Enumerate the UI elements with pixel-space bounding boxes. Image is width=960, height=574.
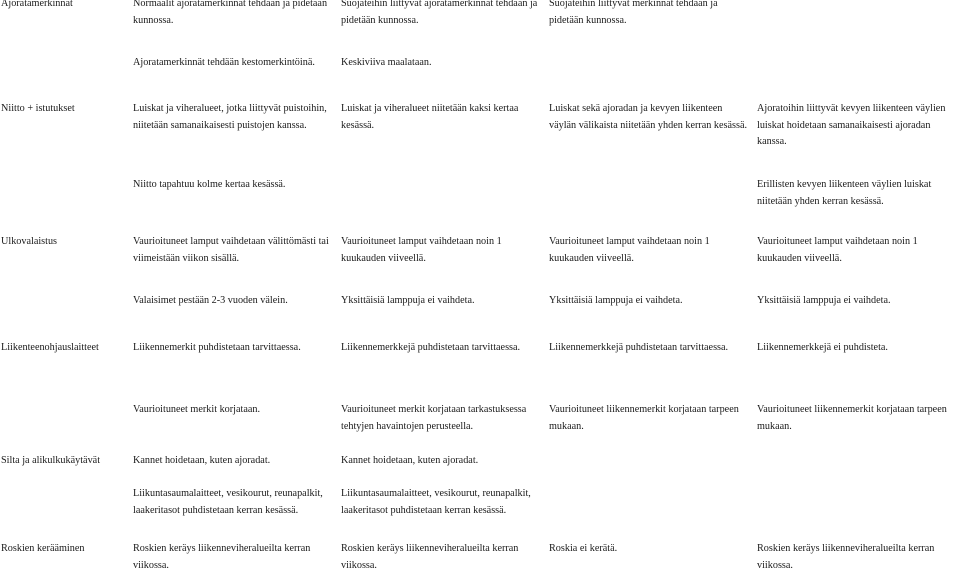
row-label-ajoratamerkinnat: Ajoratamerkinnät bbox=[1, 0, 73, 9]
note-r1-c1: Ajoratamerkinnät tehdään kestomerkintöinä. bbox=[133, 57, 315, 68]
cell-r4-c4: Liikennemerkkejä ei puhdisteta. bbox=[757, 342, 888, 353]
cell-r6-c3: Roskia ei kerätä. bbox=[549, 543, 618, 554]
note-r2-c4: Erillisten kevyen liikenteen väylien luiskat niitetään yhden kerran kesässä. bbox=[757, 179, 932, 207]
cell-r3-c4: Vaurioituneet lamput vaihdetaan noin 1 kuukauden viiveellä. bbox=[757, 236, 918, 264]
note-r4-c4: Vaurioituneet liikennemerkit korjataan tarpeen mukaan. bbox=[757, 404, 947, 432]
row-label-roskien-keraaminen: Roskien kerääminen bbox=[1, 543, 85, 554]
cell-r2-c4: Ajoratoihin liittyvät kevyen liikenteen väylien luiskat hoidetaan samanaikaisesti ajoradan kanssa. bbox=[757, 103, 946, 147]
row-label-ulkovalaistus: Ulkovalaistus bbox=[1, 236, 58, 247]
note-r1-c2: Keskiviiva maalataan. bbox=[341, 57, 432, 68]
cell-r4-c1: Liikennemerkit puhdistetaan tarvittaessa. bbox=[133, 342, 301, 353]
note-r2-c1: Niitto tapahtuu kolme kertaa kesässä. bbox=[133, 179, 286, 190]
note-r4-c3: Vaurioituneet liikennemerkit korjataan tarpeen mukaan. bbox=[549, 404, 739, 432]
cell-r2-c2: Luiskat ja viheralueet niitetään kaksi kertaa kesässä. bbox=[341, 103, 519, 131]
note-r5-c1: Liikuntasaumalaitteet, vesikourut, reunapalkit, laakeritasot puhdistetaan kerran kesässä. bbox=[133, 488, 323, 516]
cell-r6-c4: Roskien keräys liikenneviheralueilta kerran viikossa. bbox=[757, 543, 935, 571]
note-r3-c2: Yksittäisiä lamppuja ei vaihdeta. bbox=[341, 295, 475, 306]
row-label-silta: Silta ja alikulkukäytävät bbox=[1, 455, 101, 466]
note-r4-c2: Vaurioituneet merkit korjataan tarkastuksessa tehtyjen havaintojen perusteella. bbox=[341, 404, 527, 432]
cell-r5-c2: Kannet hoidetaan, kuten ajoradat. bbox=[341, 455, 479, 466]
cell-r6-c2: Roskien keräys liikenneviheralueilta kerran viikossa. bbox=[341, 543, 519, 571]
cell-r6-c1: Roskien keräys liikenneviheralueilta kerran viikossa. bbox=[133, 543, 311, 571]
note-r4-c1: Vaurioituneet merkit korjataan. bbox=[133, 404, 261, 415]
cell-r4-c3: Liikennemerkkejä puhdistetaan tarvittaessa. bbox=[549, 342, 729, 353]
cell-r5-c1: Kannet hoidetaan, kuten ajoradat. bbox=[133, 455, 271, 466]
cell-r1-c1: Normaalit ajoratamerkinnät tehdään ja pidetään kunnossa. bbox=[133, 0, 328, 26]
cell-r3-c1: Vaurioituneet lamput vaihdetaan välittömästi tai viimeistään viikon sisällä. bbox=[133, 236, 329, 264]
cell-r1-c3: Suojateihin liittyvät merkinnät tehdään ja pidetään kunnossa. bbox=[549, 0, 718, 26]
cell-r1-c2: Suojateihin liittyvät ajoratamerkinnät tehdään ja pidetään kunnossa. bbox=[341, 0, 538, 26]
cell-r3-c2: Vaurioituneet lamput vaihdetaan noin 1 kuukauden viiveellä. bbox=[341, 236, 502, 264]
row-label-liikenteenohjauslaitteet: Liikenteenohjauslaitteet bbox=[1, 342, 99, 353]
note-r3-c3: Yksittäisiä lamppuja ei vaihdeta. bbox=[549, 295, 683, 306]
note-r3-c1: Valaisimet pestään 2-3 vuoden välein. bbox=[133, 295, 288, 306]
cell-r3-c3: Vaurioituneet lamput vaihdetaan noin 1 kuukauden viiveellä. bbox=[549, 236, 710, 264]
cell-r2-c1: Luiskat ja viheralueet, jotka liittyvät puistoihin, niitetään samanaikaisesti puistojen kanssa. bbox=[133, 103, 327, 131]
row-label-niitto: Niitto + istutukset bbox=[1, 103, 75, 114]
note-r3-c4: Yksittäisiä lamppuja ei vaihdeta. bbox=[757, 295, 891, 306]
cell-r4-c2: Liikennemerkkejä puhdistetaan tarvittaessa. bbox=[341, 342, 521, 353]
note-r5-c2: Liikuntasaumalaitteet, vesikourut, reunapalkit, laakeritasot puhdistetaan kerran kesässä. bbox=[341, 488, 531, 516]
cell-r2-c3: Luiskat sekä ajoradan ja kevyen liikenteen väylän välikaista niitetään yhden kerran kesässä. bbox=[549, 103, 748, 131]
